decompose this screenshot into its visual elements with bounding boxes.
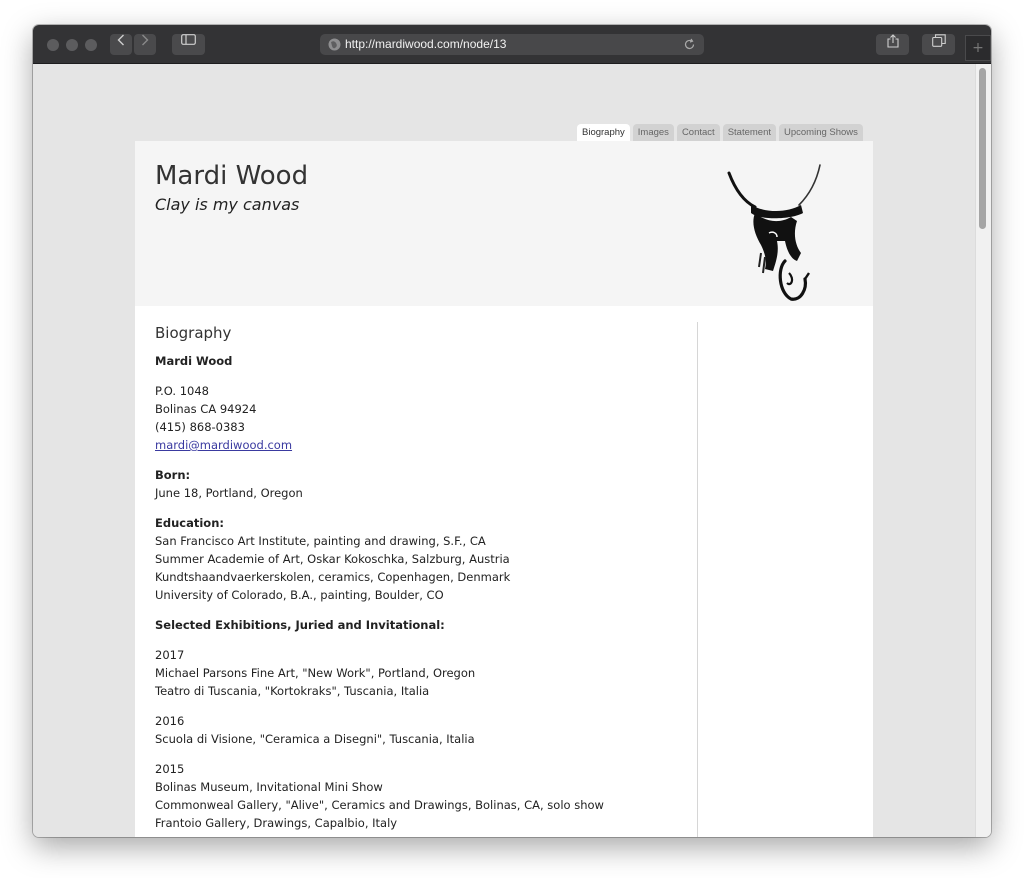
main-content bbox=[155, 322, 675, 837]
born-label: Born: bbox=[155, 468, 191, 482]
back-icon bbox=[117, 34, 125, 46]
artist-name: Mardi Wood bbox=[155, 354, 233, 368]
forward-button[interactable] bbox=[134, 34, 156, 55]
zoom-window-button[interactable] bbox=[85, 39, 97, 51]
web-viewport bbox=[33, 64, 991, 837]
exhibition-item: Commonweal Gallery, "Alive", Ceramics and Drawings, Bolinas, CA, solo show bbox=[155, 798, 604, 812]
browser-toolbar bbox=[33, 25, 991, 64]
close-window-button[interactable] bbox=[47, 39, 59, 51]
share-button[interactable] bbox=[876, 34, 909, 55]
tab-biography[interactable]: Biography bbox=[577, 124, 630, 141]
education-label: Education: bbox=[155, 516, 224, 530]
primary-nav-tabs bbox=[577, 124, 863, 141]
sidebar-button[interactable] bbox=[172, 34, 205, 55]
tab-statement[interactable]: Statement bbox=[723, 124, 776, 141]
contact-block bbox=[155, 382, 675, 454]
bull-logo-image[interactable] bbox=[721, 161, 831, 307]
globe-icon bbox=[328, 38, 341, 51]
tabs-overview-button[interactable] bbox=[922, 34, 955, 55]
tabs-icon bbox=[932, 34, 946, 47]
email-link[interactable]: mardi@mardiwood.com bbox=[155, 438, 293, 452]
exhibition-year: 2017 bbox=[155, 648, 185, 662]
address-bar[interactable] bbox=[320, 34, 704, 55]
tab-contact[interactable]: Contact bbox=[677, 124, 720, 141]
exhibitions-label: Selected Exhibitions, Juried and Invitational: bbox=[155, 618, 445, 632]
exhibition-item: Bolinas Museum, Invitational Mini Show bbox=[155, 780, 383, 794]
address-line: P.O. 1048 bbox=[155, 384, 209, 398]
education-item: San Francisco Art Institute, painting and drawing, S.F., CA bbox=[155, 534, 486, 548]
address-line: Bolinas CA 94924 bbox=[155, 402, 257, 416]
born-section bbox=[155, 466, 675, 502]
exhibition-year-block bbox=[155, 712, 675, 748]
page-container bbox=[135, 141, 873, 837]
tab-images[interactable]: Images bbox=[633, 124, 674, 141]
browser-window bbox=[33, 25, 991, 837]
back-button[interactable] bbox=[110, 34, 132, 55]
vertical-scrollbar[interactable] bbox=[975, 64, 991, 837]
exhibition-year: 2015 bbox=[155, 762, 185, 776]
forward-icon bbox=[141, 34, 149, 46]
minimize-window-button[interactable] bbox=[66, 39, 78, 51]
page-title: Biography bbox=[155, 324, 232, 342]
exhibition-item: Teatro di Tuscania, "Kortokraks", Tuscania, Italia bbox=[155, 684, 430, 698]
exhibition-item: Frantoio Gallery, Drawings, Capalbio, Italy bbox=[155, 816, 398, 830]
education-section bbox=[155, 514, 675, 604]
site-title[interactable]: Mardi Wood bbox=[155, 161, 309, 191]
education-item: University of Colorado, B.A., painting, Boulder, CO bbox=[155, 588, 444, 602]
exhibition-year: 2016 bbox=[155, 714, 185, 728]
exhibition-year-block bbox=[155, 760, 675, 832]
education-item: Kundtshaandvaerkerskolen, ceramics, Copenhagen, Denmark bbox=[155, 570, 511, 584]
exhibition-item: Michael Parsons Fine Art, "New Work", Portland, Oregon bbox=[155, 666, 476, 680]
exhibition-year-block bbox=[155, 646, 675, 700]
sidebar-icon bbox=[181, 34, 196, 45]
reload-icon[interactable] bbox=[683, 38, 696, 51]
scrollbar-thumb[interactable] bbox=[979, 68, 986, 229]
phone-number: (415) 868-0383 bbox=[155, 420, 245, 434]
born-value: June 18, Portland, Oregon bbox=[155, 486, 303, 500]
url-text: http://mardiwood.com/node/13 bbox=[345, 37, 507, 51]
new-tab-button[interactable]: + bbox=[965, 35, 991, 61]
site-slogan: Clay is my canvas bbox=[155, 195, 300, 214]
sidebar-divider bbox=[697, 322, 698, 837]
education-item: Summer Academie of Art, Oskar Kokoschka, Salzburg, Austria bbox=[155, 552, 510, 566]
exhibition-item: Scuola di Visione, "Ceramica a Disegni", Tuscania, Italia bbox=[155, 732, 475, 746]
share-icon bbox=[887, 34, 899, 48]
tab-upcoming-shows[interactable]: Upcoming Shows bbox=[779, 124, 863, 141]
